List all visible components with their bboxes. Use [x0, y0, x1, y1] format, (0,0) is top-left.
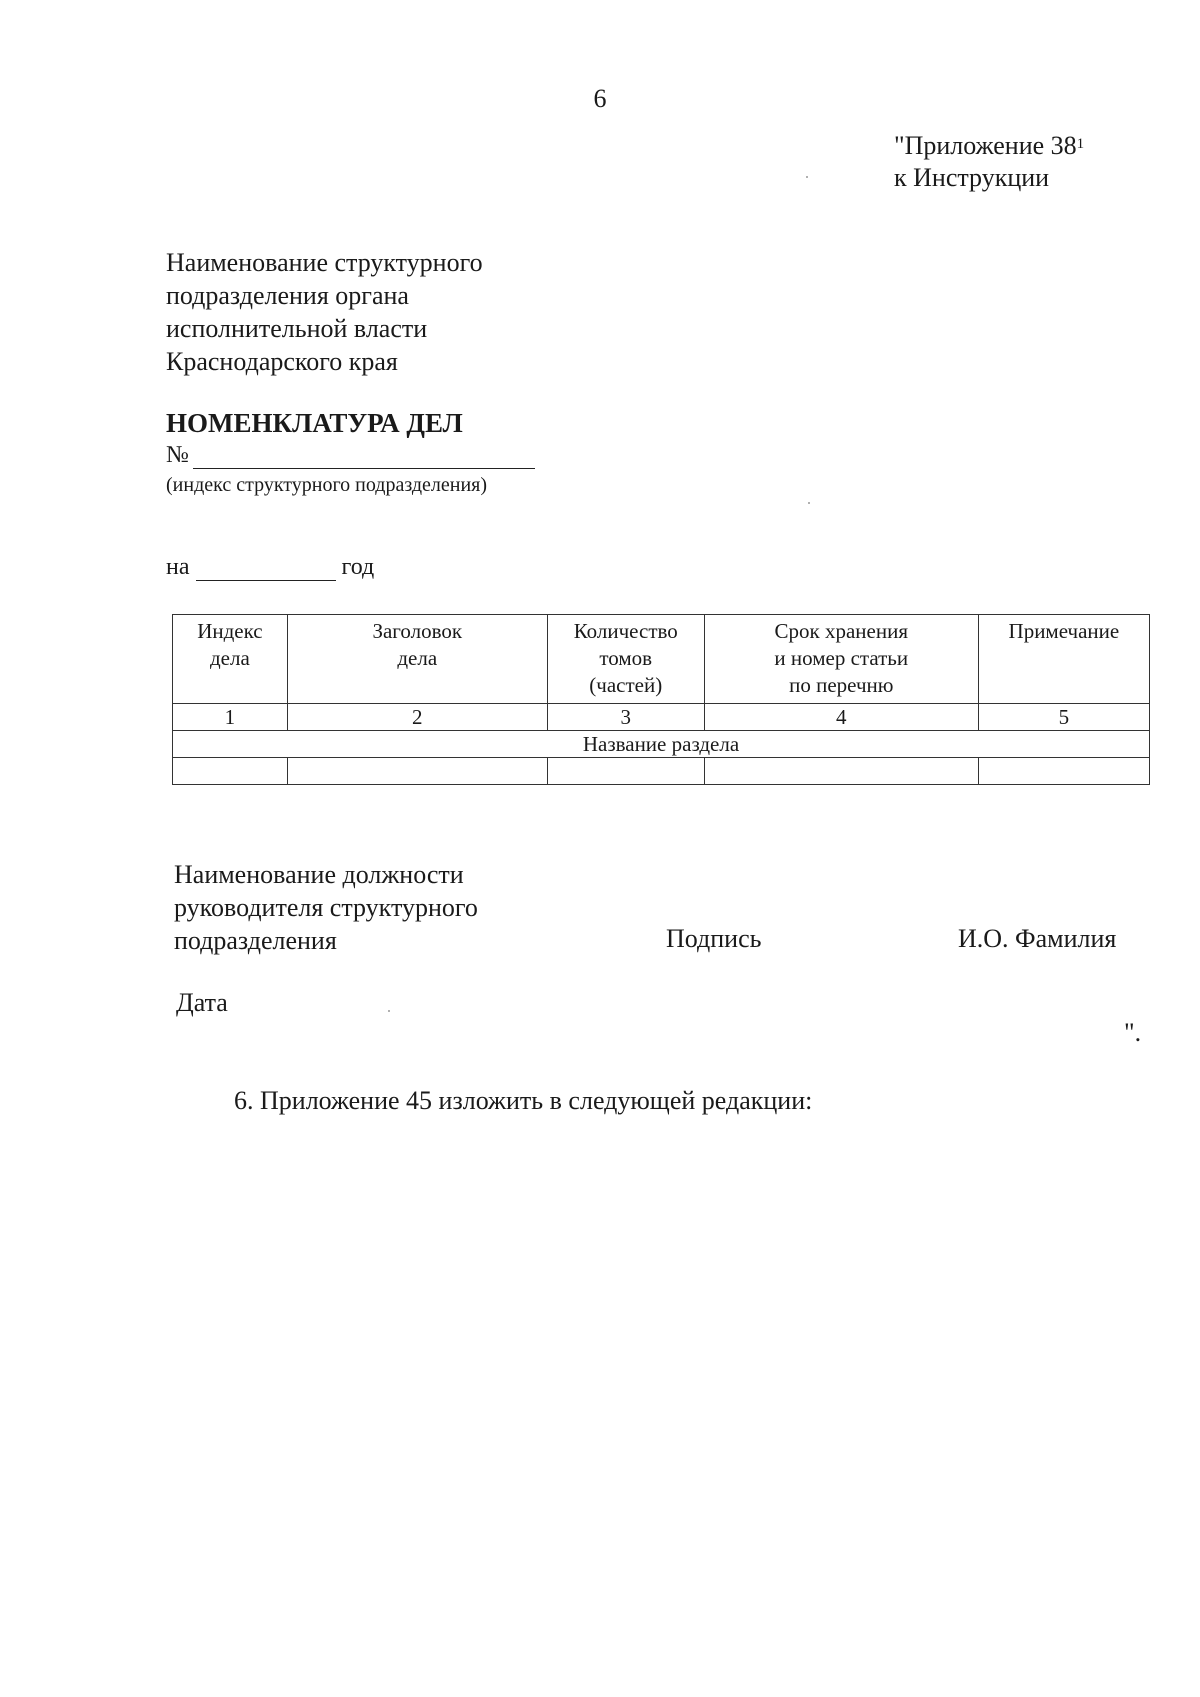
header-line: Примечание — [1008, 619, 1120, 643]
index-number-line — [166, 442, 535, 469]
table-cell — [287, 758, 547, 785]
header-line: дела — [397, 646, 438, 670]
scan-speck — [808, 502, 810, 504]
table-cell — [704, 758, 978, 785]
signature-label: Подпись — [666, 924, 762, 953]
year-suffix: год — [341, 554, 375, 580]
header-line: и номер статьи — [774, 646, 909, 670]
nomenclature-table — [172, 614, 1150, 785]
position-line: Наименование должности — [174, 860, 464, 889]
header-line: по перечню — [789, 673, 894, 697]
header-line: Индекс — [197, 619, 263, 643]
header-line: (частей) — [589, 673, 663, 697]
table-column-numbers-row — [173, 704, 1150, 731]
table-section-row — [173, 731, 1150, 758]
org-line: исполнительной власти — [166, 314, 428, 343]
appendix-label: "Приложение 38 — [894, 131, 1077, 160]
index-number-blank — [193, 446, 535, 469]
year-line — [166, 554, 374, 581]
number-sign: № — [166, 442, 189, 468]
header-note — [978, 615, 1149, 704]
position-line: руководителя структурного — [174, 893, 478, 922]
org-line: Наименование структурного — [166, 248, 483, 277]
header-line: Заголовок — [372, 619, 463, 643]
year-blank — [196, 558, 336, 581]
header-line: Количество — [573, 619, 678, 643]
org-line: Краснодарского края — [166, 347, 398, 376]
organization-name — [166, 246, 586, 378]
header-line: Срок хранения — [774, 619, 909, 643]
section-title: Название раздела — [173, 731, 1150, 758]
column-number: 3 — [547, 704, 704, 731]
org-line: подразделения органа — [166, 281, 409, 310]
appendix-line-1 — [894, 130, 1084, 162]
table-cell — [173, 758, 288, 785]
header-line: дела — [210, 646, 250, 670]
scan-speck — [388, 1010, 390, 1012]
date-label: Дата — [176, 988, 228, 1017]
table-cell — [978, 758, 1149, 785]
table-header-row — [173, 615, 1150, 704]
table-cell — [547, 758, 704, 785]
header-line: томов — [599, 646, 653, 670]
header-volumes — [547, 615, 704, 704]
page-number: 6 — [593, 84, 607, 113]
column-number: 4 — [704, 704, 978, 731]
year-prefix: на — [166, 554, 190, 580]
appendix-superscript: 1 — [1076, 136, 1085, 152]
header-title — [287, 615, 547, 704]
scan-speck — [806, 176, 808, 178]
column-number: 5 — [978, 704, 1149, 731]
position-line: подразделения — [174, 926, 337, 955]
appendix-line-2: к Инструкции — [894, 163, 1050, 192]
header-index — [173, 615, 288, 704]
document-title: НОМЕНКЛАТУРА ДЕЛ — [166, 408, 463, 438]
header-retention — [704, 615, 978, 704]
appendix-reference — [894, 130, 1084, 194]
amendment-paragraph: 6. Приложение 45 изложить в следующей редакции: — [234, 1086, 813, 1115]
table-row — [173, 758, 1150, 785]
column-number: 2 — [287, 704, 547, 731]
index-number-hint: (индекс структурного подразделения) — [166, 474, 488, 496]
column-number: 1 — [173, 704, 288, 731]
signatory-position — [174, 858, 478, 957]
closing-quote: ". — [1124, 1018, 1142, 1047]
name-label: И.О. Фамилия — [958, 924, 1117, 953]
